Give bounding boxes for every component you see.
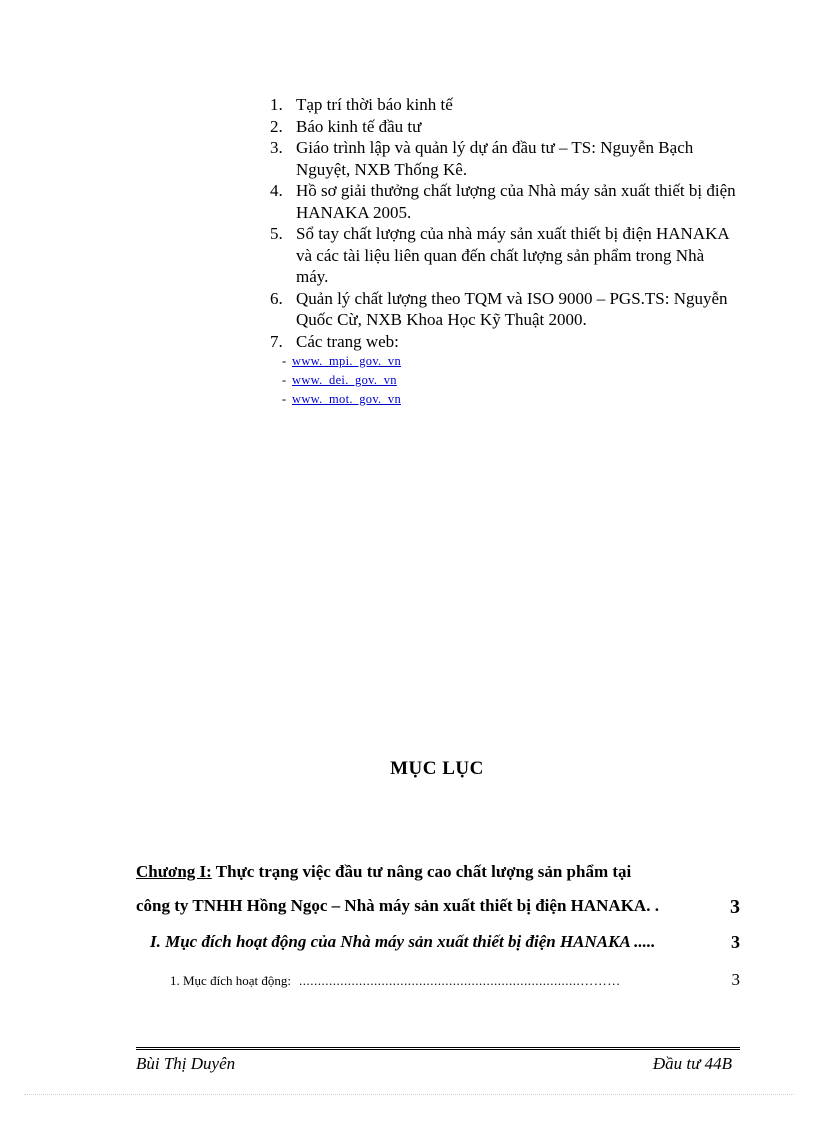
toc-chapter-text: Thực trạng việc đầu tư nâng cao chất lượng sản phẩm tại <box>211 862 632 881</box>
list-dash: - <box>282 392 287 406</box>
reference-number: 1. <box>270 95 283 114</box>
toc-page-number: 3 <box>731 970 740 989</box>
reference-item <box>270 331 740 353</box>
toc-page-number: 3 <box>730 896 740 918</box>
website-item <box>282 390 740 409</box>
reference-text: Giáo trình lập và quản lý dự án đầu tư – TS: Nguyễn Bạch Nguyệt, NXB Thống Kê. <box>296 138 694 179</box>
reference-item <box>270 180 740 223</box>
toc-title: MỤC LỤC <box>390 758 484 779</box>
reference-number: 5. <box>270 224 283 243</box>
reference-item <box>270 116 740 138</box>
toc-section-text: I. Mục đích hoạt động của Nhà máy sản xuất thiết bị điện HANAKA ..... <box>150 932 656 951</box>
website-link[interactable]: www. mpi. gov. vn <box>292 354 402 368</box>
footer-class: Đầu tư 44B <box>652 1054 732 1073</box>
reference-item <box>270 288 740 331</box>
website-list <box>282 352 740 409</box>
reference-number: 7. <box>270 331 283 351</box>
page-boundary <box>24 1094 794 1095</box>
toc-chapter-line[interactable] <box>136 862 740 882</box>
website-link[interactable]: www. dei. gov. vn <box>292 373 397 387</box>
reference-text: Tạp trí thời báo kinh tế <box>296 95 453 114</box>
list-dash: - <box>282 354 287 368</box>
reference-text: Sổ tay chất lượng của nhà máy sản xuất thiết bị điện HANAKA và các tài liệu liên quan đến chất lượng sản phẩm trong Nhà máy. <box>296 224 729 286</box>
reference-text: Báo kinh tế đầu tư <box>296 116 422 136</box>
reference-text: Quản lý chất lượng theo TQM và ISO 9000 – PGS.TS: Nguyễn Quốc Cừ, NXB Khoa Học Kỹ Thuật 2000. <box>296 288 728 329</box>
footer-author: Bùi Thị Duyên <box>136 1054 236 1073</box>
reference-list <box>270 94 740 409</box>
website-item <box>282 352 740 371</box>
toc-leader-dots: ...........................................................................……… <box>298 973 621 988</box>
page-footer <box>136 1054 732 1074</box>
reference-text: Hồ sơ giải thưởng chất lượng của Nhà máy sản xuất thiết bị điện HANAKA 2005. <box>296 181 736 222</box>
toc-page-number: 3 <box>731 932 740 952</box>
reference-item <box>270 137 740 180</box>
reference-number: 2. <box>270 116 283 136</box>
list-dash: - <box>282 373 287 387</box>
website-link[interactable]: www. mot. gov. vn <box>292 392 402 406</box>
toc-chapter-label: Chương I: <box>136 862 212 881</box>
reference-text: Các trang web: <box>296 331 399 351</box>
reference-item <box>270 94 740 116</box>
toc-subsection-text: 1. Mục đích hoạt động: <box>170 973 291 988</box>
toc-chapter-text-2: công ty TNHH Hồng Ngọc – Nhà máy sản xuất thiết bị điện HANAKA. . <box>136 896 659 915</box>
reference-item <box>270 223 740 288</box>
reference-number: 6. <box>270 288 283 308</box>
toc-section-line[interactable] <box>150 932 740 953</box>
reference-number: 3. <box>270 138 283 157</box>
footer-rule <box>136 1047 740 1050</box>
toc-subsection-line[interactable] <box>170 970 740 990</box>
website-item <box>282 371 740 390</box>
toc-chapter-line-2[interactable] <box>136 896 740 919</box>
reference-number: 4. <box>270 181 283 200</box>
